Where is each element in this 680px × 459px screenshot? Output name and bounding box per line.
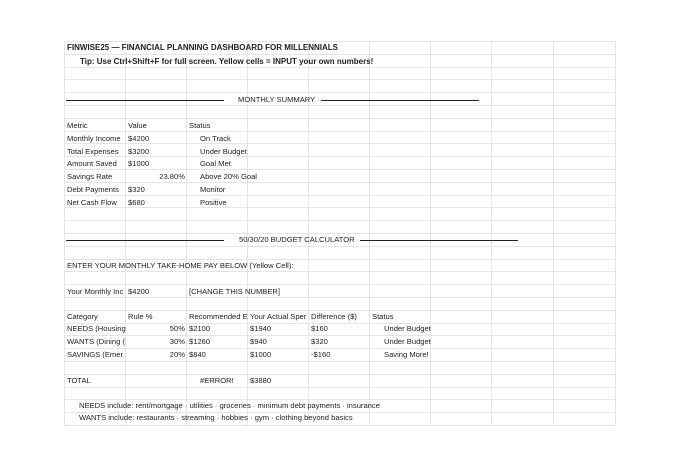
- tip-text: Tip: Use Ctrl+Shift+F for full screen. Yellow cells = INPUT your own numbers!: [80, 57, 374, 66]
- budget-header-difference: Difference ($): [311, 312, 357, 321]
- budget-recommended-cell[interactable]: $2100: [189, 324, 211, 333]
- budget-header-rule: Rule %: [128, 312, 153, 321]
- budget-recommended-cell[interactable]: $840: [189, 350, 206, 359]
- pay-instruction: ENTER YOUR MONTHLY TAKE-HOME PAY BELOW (Yellow Cell):: [67, 261, 294, 270]
- budget-header-status: Status: [372, 312, 394, 321]
- budget-difference-cell[interactable]: -$160: [311, 350, 331, 359]
- total-recommended-cell[interactable]: #ERROR!: [200, 376, 234, 385]
- section-divider-left: [66, 240, 224, 241]
- section-divider-left: [66, 100, 224, 101]
- summary-status-cell[interactable]: Positive: [200, 198, 227, 207]
- budget-header-category: Category: [67, 312, 98, 321]
- summary-value-cell[interactable]: $3200: [128, 147, 150, 156]
- wants-note: WANTS include: restaurants · streaming · hobbies · gym · clothing beyond basics: [79, 413, 353, 422]
- summary-status-cell[interactable]: Monitor: [200, 185, 226, 194]
- summary-value-cell[interactable]: $1000: [128, 159, 150, 168]
- summary-value-cell[interactable]: $4200: [128, 134, 150, 143]
- summary-status-cell[interactable]: Under Budget: [200, 147, 247, 156]
- budget-difference-cell[interactable]: $160: [311, 324, 328, 333]
- budget-actual-cell[interactable]: $1940: [250, 324, 272, 333]
- budget-category-cell[interactable]: NEEDS (Housing: [67, 324, 126, 333]
- budget-actual-cell[interactable]: $1000: [250, 350, 272, 359]
- summary-value-cell[interactable]: $320: [128, 185, 145, 194]
- pay-input-cell[interactable]: $4200: [128, 287, 150, 296]
- summary-metric-cell[interactable]: Net Cash Flow: [67, 198, 117, 207]
- budget-rule-cell[interactable]: 50%: [169, 324, 185, 333]
- summary-status-cell[interactable]: Above 20% Goal: [200, 172, 257, 181]
- summary-metric-cell[interactable]: Savings Rate: [67, 172, 113, 181]
- summary-value-cell[interactable]: $680: [128, 198, 145, 207]
- budget-rule-cell[interactable]: 30%: [169, 337, 185, 346]
- summary-status-cell[interactable]: Goal Met: [200, 159, 231, 168]
- dashboard-title: FINWISE25 — FINANCIAL PLANNING DASHBOARD FOR MILLENNIALS: [67, 43, 338, 52]
- needs-note: NEEDS include: rent/mortgage · utilities · groceries · minimum debt payments · insurance: [79, 401, 380, 410]
- section-title-monthly-summary: MONTHLY SUMMARY: [238, 95, 316, 104]
- budget-header-recommended: Recommended E: [189, 312, 248, 321]
- summary-metric-cell[interactable]: Amount Saved: [67, 159, 117, 168]
- total-actual-cell[interactable]: $3880: [250, 376, 272, 385]
- budget-category-cell[interactable]: SAVINGS (Emer: [67, 350, 123, 359]
- summary-savings-rate-cell[interactable]: 23.80%: [159, 172, 185, 181]
- budget-category-cell[interactable]: WANTS (Dining (: [67, 337, 125, 346]
- budget-actual-cell[interactable]: $940: [250, 337, 267, 346]
- budget-status-cell[interactable]: Under Budget: [384, 324, 431, 333]
- section-divider-right: [360, 240, 518, 241]
- budget-status-cell[interactable]: Under Budget: [384, 337, 431, 346]
- total-label: TOTAL: [67, 376, 91, 385]
- budget-difference-cell[interactable]: $320: [311, 337, 328, 346]
- summary-header-value: Value: [128, 121, 147, 130]
- pay-label: Your Monthly Inc: [67, 287, 124, 296]
- section-title-budget-calculator: 50/30/20 BUDGET CALCULATOR: [239, 235, 355, 244]
- summary-metric-cell[interactable]: Debt Payments: [67, 185, 119, 194]
- section-divider-right: [321, 100, 479, 101]
- summary-metric-cell[interactable]: Monthly Income: [67, 134, 121, 143]
- summary-header-metric: Metric: [67, 121, 88, 130]
- budget-recommended-cell[interactable]: $1260: [189, 337, 211, 346]
- summary-metric-cell[interactable]: Total Expenses: [67, 147, 119, 156]
- summary-header-status: Status: [189, 121, 211, 130]
- budget-rule-cell[interactable]: 20%: [169, 350, 185, 359]
- summary-status-cell[interactable]: On Track: [200, 134, 231, 143]
- pay-note: [CHANGE THIS NUMBER]: [189, 287, 280, 296]
- budget-status-cell[interactable]: Saving More!: [384, 350, 429, 359]
- budget-header-actual: Your Actual Sper: [250, 312, 307, 321]
